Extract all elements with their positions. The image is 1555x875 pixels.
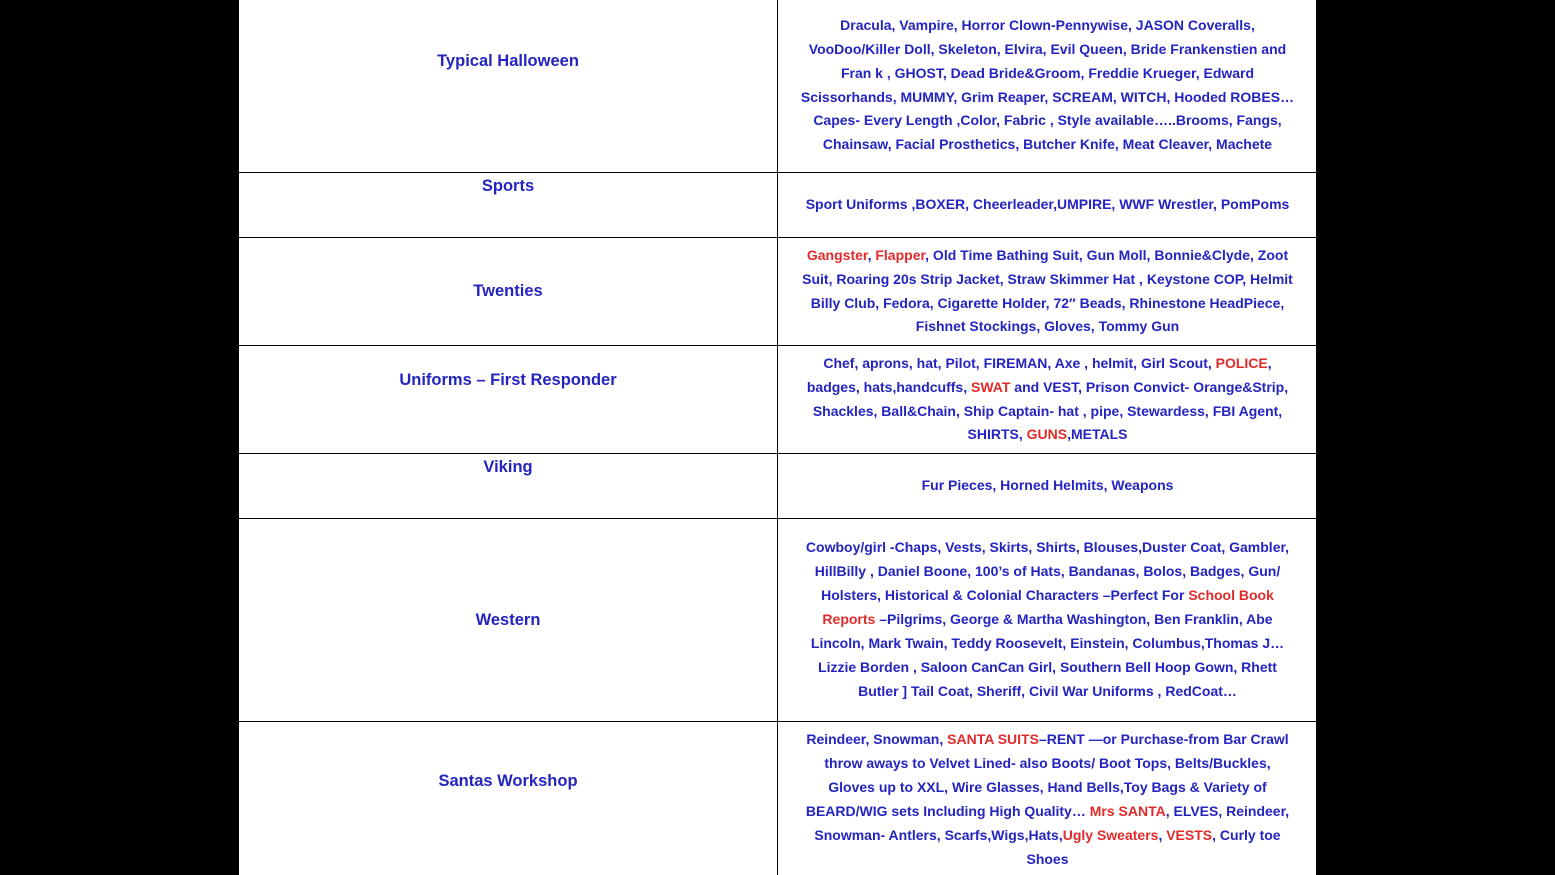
category-label: Twenties [473, 282, 543, 300]
items-text [778, 728, 1316, 871]
highlight-text: Mrs SANTA [1089, 802, 1166, 819]
costume-table [238, 0, 1316, 875]
items-text [778, 14, 1316, 157]
item-text-segment: Fur Pieces, Horned Helmits, Weapons [921, 477, 1174, 494]
items-text [778, 474, 1316, 498]
items-cell [778, 722, 1317, 875]
item-text-segment: , [867, 246, 876, 263]
category-label: Sports [481, 177, 535, 195]
highlight-text: Gangster [806, 246, 868, 263]
table-row [239, 519, 1317, 722]
items-cell [778, 238, 1317, 346]
items-cell [778, 454, 1317, 519]
category-label: Uniforms – First Responder [399, 371, 617, 389]
items-text [778, 193, 1316, 217]
highlight-text: SANTA SUITS [947, 731, 1039, 747]
table-row [239, 238, 1317, 346]
category-cell [239, 346, 778, 454]
table-row [239, 173, 1317, 238]
category-cell [239, 173, 778, 238]
category-label: Typical Halloween [437, 52, 579, 70]
items-cell [778, 519, 1317, 722]
item-text-segment: , Curly toe Shoes [1026, 826, 1281, 867]
category-cell [239, 454, 778, 519]
item-text-segment: , [1158, 826, 1167, 843]
highlight-text: POLICE [1215, 354, 1268, 371]
item-text-segment: and VEST, Prison Convict- Orange&Strip, Shackles, Ball&Chain, Ship Captain- hat , pipe, Stewardess, FBI Agent, SHIRTS, [812, 378, 1289, 443]
item-text-segment: Sport Uniforms ,BOXER, Cheerleader,UMPIRE, WWF Wrestler, PomPoms [805, 196, 1290, 213]
table-row [239, 346, 1317, 454]
items-text [778, 244, 1316, 340]
item-text-segment: Reindeer, Snowman, [806, 731, 948, 747]
table-row [239, 0, 1317, 173]
category-label: Santas Workshop [438, 772, 578, 790]
item-text-segment: , ELVES, Reindeer, Snowman- Antlers, Scarfs,Wigs,Hats, [814, 802, 1290, 843]
item-text-segment: –RENT —or Purchase-from Bar Crawl throw aways to Velvet Lined- also Boots/ Boot Tops, Belts/Buckles, Gloves up to XXL, Wire Glasses, Hand Bells,Toy Bags & Variety of BEARD/WIG sets Including High Quality… [805, 731, 1289, 819]
table-row [239, 454, 1317, 519]
item-text-segment: ,METALS [1067, 426, 1128, 443]
document-page [238, 0, 1316, 875]
items-cell [778, 346, 1317, 454]
items-cell [778, 173, 1317, 238]
highlight-text: School Book Reports [822, 587, 1274, 628]
category-label: Western [475, 610, 541, 629]
item-text-segment: , badges, hats,handcuffs, [806, 354, 1272, 395]
category-cell [239, 238, 778, 346]
item-text-segment: –Pilgrims, George & Martha Washington, Ben Franklin, Abe Lincoln, Mark Twain, Teddy Roosevelt, Einstein, Columbus,Thomas J… Lizzie Borden , Saloon CanCan Girl, Southern Bell Hoop Gown, Rhett Butler ] Tail Coat, Sheriff, Civil War Uniforms , RedCoat… [810, 611, 1285, 699]
item-text-segment: Chef, aprons, hat, Pilot, FIREMAN, Axe , helmit, Girl Scout, [823, 354, 1216, 371]
items-text [778, 536, 1316, 703]
items-text [778, 352, 1316, 448]
highlight-text: Flapper [875, 246, 926, 263]
category-cell [239, 519, 778, 722]
highlight-text: Ugly Sweaters [1062, 826, 1159, 843]
item-text-segment: Cowboy/girl -Chaps, Vests, Skirts, Shirts, Blouses,Duster Coat, Gambler, HillBilly , Daniel Boone, 100’s of Hats, Bandanas, Bolos, Badges, Gun/ Holsters, Historical & Colonial Characters –Perfect For [805, 539, 1290, 604]
item-text-segment: , Old Time Bathing Suit, Gun Moll, Bonnie&Clyde, Zoot Suit, Roaring 20s Strip Jacket, Straw Skimmer Hat , Keystone COP, Helmit Billy Club, Fedora, Cigarette Holder, 72″ Beads, Rhinestone HeadPiece, Fishnet Stockings, Gloves, Tommy Gun [802, 246, 1293, 335]
item-text-segment: Dracula, Vampire, Horror Clown-Pennywise, JASON Coveralls, VooDoo/Killer Doll, Skeleton, Elvira, Evil Queen, Bride Frankenstien and Fran k , GHOST, Dead Bride&Groom, Freddie Krueger, Edward Scissorhands, MUMMY, Grim Reaper, SCREAM, WITCH, Hooded ROBES…Capes- Every Length ,Color, Fabric , Style available…..Brooms, Fangs, Chainsaw, Facial Prosthetics, Butcher Knife, Meat Cleaver, Machete [800, 16, 1295, 153]
items-cell [778, 0, 1317, 173]
highlight-text: SWAT [971, 378, 1011, 395]
highlight-text: VESTS [1166, 826, 1213, 843]
highlight-text: GUNS [1026, 426, 1068, 443]
category-cell [239, 0, 778, 173]
table-row [239, 722, 1317, 875]
category-cell [239, 722, 778, 875]
category-label: Viking [483, 458, 533, 476]
